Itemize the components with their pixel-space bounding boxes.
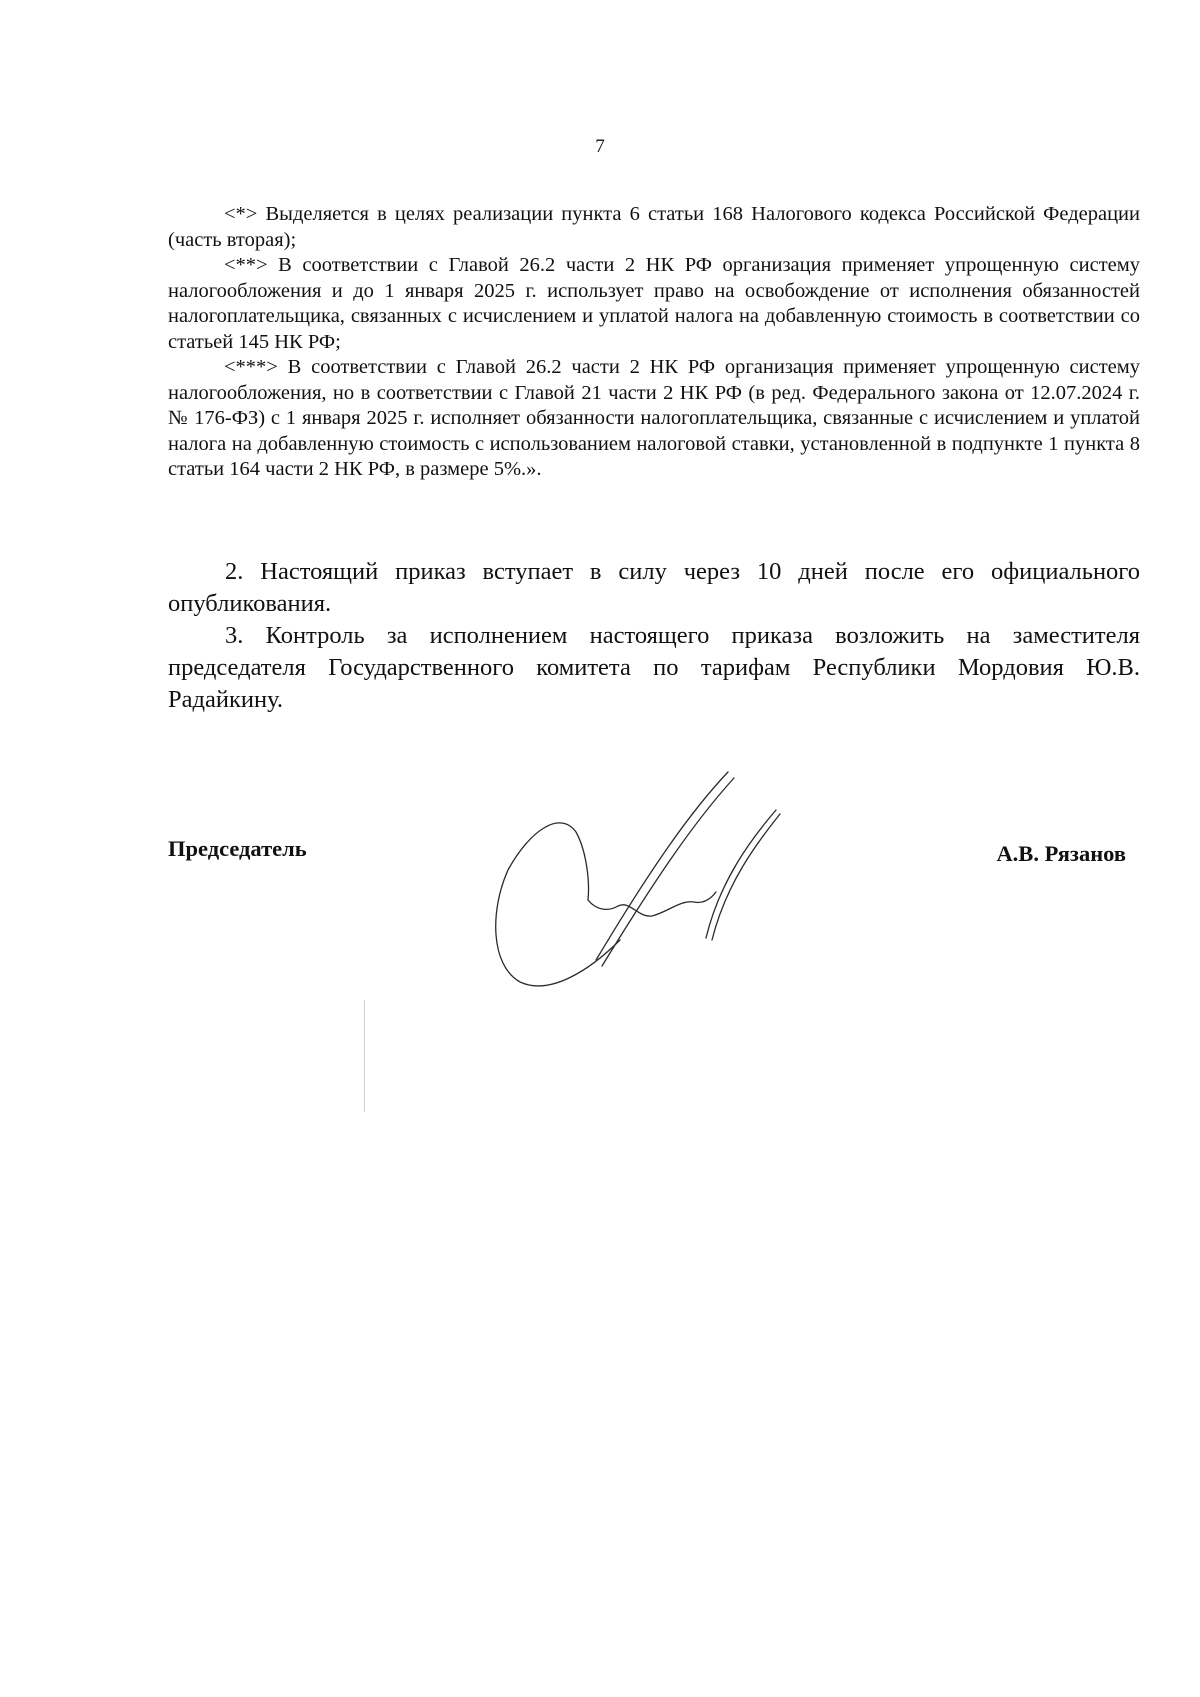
order-clauses	[168, 556, 1140, 716]
signatory-name: А.В. Рязанов	[996, 841, 1126, 866]
clause-2: 2. Настоящий приказ вступает в силу через 10 дней после его официального опубликования.	[168, 558, 1140, 617]
footnote-2: <**> В соответствии с Главой 26.2 части 2 НК РФ организация применяет упрощенную систему налогообложения и до 1 января 2025 г. использует право на освобождение от исполнения обязанностей налогоплательщика, связанных с исчислением и уплатой налога на добавленную стоимость в соответствии со статьей 145 НК РФ;	[168, 254, 1140, 353]
page-number: 7	[595, 136, 605, 157]
scan-artifact	[364, 1000, 365, 1112]
signature-wave-stroke	[588, 892, 716, 916]
signature-slash-stroke-2	[602, 778, 734, 966]
signature-loop-stroke	[496, 823, 620, 986]
handwritten-signature	[480, 760, 840, 1000]
footnote-1: <*> Выделяется в целях реализации пункта 6 статьи 168 Налогового кодекса Российской Федерации (часть вторая);	[168, 203, 1140, 251]
footnote-3: <***> В соответствии с Главой 26.2 части 2 НК РФ организация применяет упрощенную систему налогообложения, но в соответствии с Главой 21 части 2 НК РФ (в ред. Федерального закона от 12.07.2024 г. № 176-ФЗ) с 1 января 2025 г. исполняет обязанности налогоплательщика, связанные с исчислением и уплатой налога на добавленную стоимость с использованием налоговой ставки, установленной в подпункте 1 пункта 8 статьи 164 части 2 НК РФ, в размере 5%.».	[168, 356, 1140, 480]
footnotes-block	[168, 202, 1140, 483]
signature-strokes	[496, 772, 780, 986]
signature-tail-stroke-2	[712, 814, 780, 940]
signature-tail-stroke	[706, 810, 776, 938]
signatory-title: Председатель	[168, 836, 307, 861]
clause-3: 3. Контроль за исполнением настоящего приказа возложить на заместителя председателя Государственного комитета по тарифам Республики Мордовия Ю.В. Радайкину.	[168, 622, 1140, 713]
